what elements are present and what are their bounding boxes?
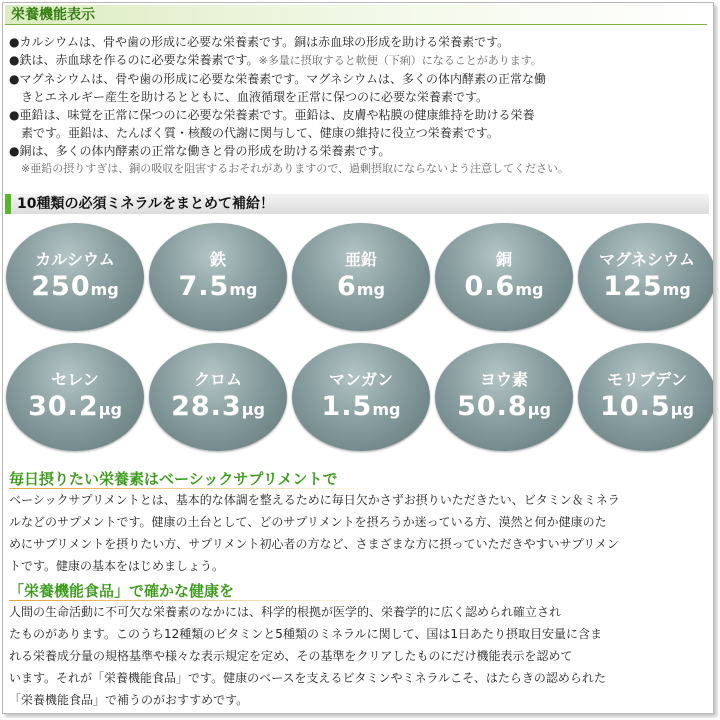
- product-info-panel: [2, 2, 714, 714]
- mineral-badge-iodine: [435, 343, 573, 451]
- mineral-name: 鉄: [209, 250, 226, 269]
- mineral-badge-selenium: [6, 343, 144, 451]
- mineral-name: ヨウ素: [479, 370, 528, 389]
- mineral-name: マンガン: [328, 370, 393, 389]
- mineral-amount: 0.6mg: [464, 271, 544, 302]
- mineral-badge-copper: [435, 223, 573, 331]
- paragraph-line: 人間の生命活動に不可欠な栄養素のなかには、科学的根拠が医学的、栄養学的に広く認められ確立され: [9, 605, 562, 619]
- mineral-badge-iron: [149, 223, 287, 331]
- bullet-line: ●カルシウムは、骨や歯の形成に必要な栄養素です。銅は赤血球の形成を助ける栄養素です。: [9, 35, 510, 49]
- paragraph-line: ベーシックサプリメントとは、基本的な体調を整えるために毎日欠かさずお摂りいただきたい、ビタミン＆ミネラ: [9, 493, 620, 507]
- mineral-amount: 125mg: [603, 271, 691, 302]
- mineral-badge-magnesium: [578, 223, 714, 331]
- paragraph-line: 「栄養機能食品」で補うのがおすすめです。: [9, 693, 249, 707]
- caution-note: ※亜鉛の摂りすぎは、銅の吸収を阻害するおそれがありますので、過剰摂取にならないよう注意してください。: [21, 162, 569, 175]
- mineral-badge-chromium: [149, 343, 287, 451]
- bullet-line: ●銅は、多くの体内酵素の正常な働きと骨の形成を助ける栄養素です。: [9, 144, 391, 158]
- basic-supplement-text: [9, 489, 699, 577]
- mineral-name: 亜鉛: [344, 250, 377, 269]
- food-function-text: [9, 601, 699, 711]
- mineral-badge-calcium: [6, 223, 144, 331]
- caution-note: ※多量に摂取すると軟便（下痢）になることがあります。: [258, 54, 542, 67]
- mineral-amount: 50.8μg: [457, 391, 551, 422]
- bullet-line: ●亜鉛は、味覚を正常に保つのに必要な栄養素です。亜鉛は、皮膚や粘膜の健康維持を助ける栄養: [9, 108, 535, 122]
- mineral-amount: 10.5μg: [600, 391, 694, 422]
- mineral-amount: 7.5mg: [178, 271, 258, 302]
- paragraph-line: れる栄養成分量の規格基準や様々な表示規定を定め、その基準をクリアしたものにだけ機能表示を認めて: [9, 649, 573, 663]
- paragraph-line: います。それが「栄養機能食品」です。健康のベースを支えるビタミンやミネラルこそ、はたらきの認められた: [9, 671, 606, 685]
- mineral-badge-zinc: [292, 223, 430, 331]
- mineral-name: セレン: [51, 370, 99, 389]
- bullet-line: きとエネルギー産生を助けるとともに、血液循環を正常に保つのに必要な栄養素です。: [21, 90, 489, 104]
- mineral-name: モリブデン: [607, 370, 687, 389]
- mineral-name: クロム: [193, 370, 242, 389]
- nutrition-function-heading: 栄養機能表示: [5, 5, 707, 25]
- mineral-amount: 28.3μg: [171, 391, 265, 422]
- mineral-name: カルシウム: [35, 250, 115, 269]
- minerals-band-heading: 10種類の必須ミネラルをまとめて補給！: [5, 194, 709, 214]
- mineral-amount: 250mg: [31, 271, 119, 302]
- nutrition-function-text: [9, 33, 569, 178]
- bullet-line: ●鉄は、赤血球を作るのに必要な栄養素です。※多量に摂取すると軟便（下痢）になることがあります。: [9, 53, 542, 67]
- bullet-line: 素です。亜鉛は、たんぱく質・核酸の代謝に関与して、健康の維持に役立つ栄養素です。: [21, 126, 499, 140]
- paragraph-line: トです。健康の基本をはじめましょう。: [9, 559, 225, 573]
- mineral-amount: 1.5mg: [321, 391, 401, 422]
- mineral-name: マグネシウム: [599, 250, 695, 269]
- mineral-badge-manganese: [292, 343, 430, 451]
- mineral-badge-molybdenum: [578, 343, 714, 451]
- food-function-heading: 「栄養機能食品」で確かな健康を: [9, 582, 235, 600]
- bullet-line: ●マグネシウムは、骨や歯の形成に必要な栄養素です。マグネシウムは、多くの体内酵素の正常な働: [9, 72, 547, 86]
- mineral-name: 銅: [495, 250, 512, 269]
- paragraph-line: ルなどのサプメントです。健康の土台として、どのサプリメントを摂ろうか迷っている方、漠然と何か健康のた: [9, 515, 607, 529]
- basic-supplement-heading: 毎日摂りたい栄養素はベーシックサプリメントで: [9, 470, 338, 488]
- mineral-amount: 30.2μg: [28, 391, 122, 422]
- paragraph-line: たものがあります。このうち12種類のビタミンと5種類のミネラルに関して、国は1日あたり摂取目安量に含ま: [9, 627, 602, 641]
- mineral-amount: 6mg: [337, 271, 385, 302]
- paragraph-line: めにサプリメントを摂りたい方、サプリメント初心者の方など、さまざまな方に摂っていただきやすいサプリメン: [9, 537, 619, 551]
